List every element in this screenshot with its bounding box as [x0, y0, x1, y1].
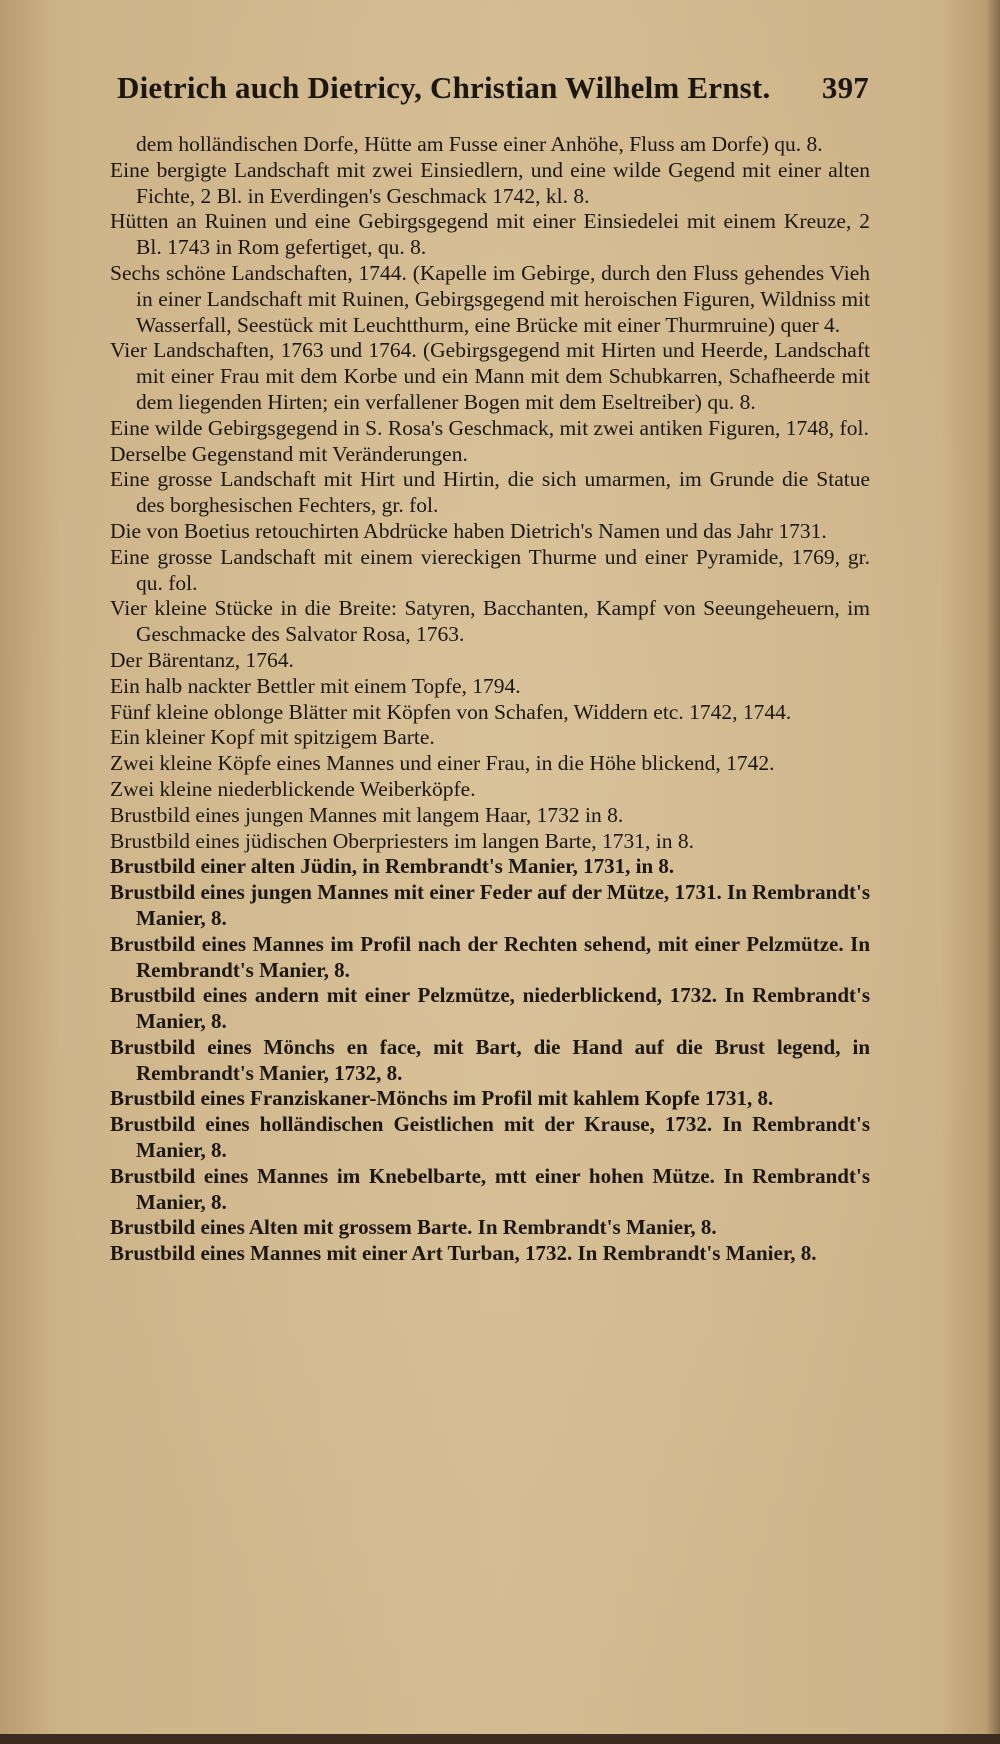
catalogue-entry: Ein halb nackter Bettler mit einem Topfe, 1794. — [110, 673, 521, 698]
catalogue-entry: Fünf kleine oblonge Blätter mit Köpfen von Schafen, Widdern etc. 1742, 1744. — [110, 699, 792, 724]
catalogue-entry: Brustbild eines Alten mit grossem Barte. In Rembrandt's Manier, 8. — [110, 1215, 717, 1240]
page-number: 397 — [821, 70, 869, 105]
catalogue-entry: Brustbild eines holländischen Geistlichen mit der Krause, 1732. In Rembrandt's Manier, 8. — [110, 1112, 870, 1163]
catalogue-entry: Ein kleiner Kopf mit spitzigem Barte. — [110, 725, 435, 750]
running-title: Dietrich auch Dietricy, Christian Wilhelm Ernst. — [117, 70, 771, 105]
catalogue-entry: Brustbild eines Mannes im Knebelbarte, mtt einer hohen Mütze. In Rembrandt's Manier, 8. — [110, 1163, 870, 1214]
catalogue-entry: Eine grosse Landschaft mit einem viereckigen Thurme und einer Pyramide, 1769, gr. qu. fol. — [110, 544, 870, 595]
catalogue-entry: Hütten an Ruinen und eine Gebirgsgegend mit einer Einsiedelei mit einem Kreuze, 2 Bl. 1743 in Rom gefertiget, qu. 8. — [110, 209, 870, 260]
catalogue-entry: dem holländischen Dorfe, Hütte am Fusse einer Anhöhe, Fluss am Dorfe) qu. 8. — [136, 132, 823, 156]
catalogue-entry: Eine bergigte Landschaft mit zwei Einsiedlern, und eine wilde Gegend mit einer alten Fichte, 2 Bl. in Everdingen's Geschmack 1742, kl. 8. — [110, 157, 870, 208]
catalogue-entry: Eine wilde Gebirgsgegend in S. Rosa's Geschmack, mit zwei antiken Figuren, 1748, fol. — [110, 415, 869, 440]
catalogue-entry: Sechs schöne Landschaften, 1744. (Kapelle im Gebirge, durch den Fluss gehendes Vieh in einer Landschaft mit Ruinen, Gebirgsgegend mit heroischen Figuren, Wildniss mit Wasserfall, Seestück mit Leuchtthurm, eine Brücke mit einer Thurmruine) quer 4. — [110, 260, 870, 337]
catalogue-entry: Brustbild eines Mannes im Profil nach der Rechten sehend, mit einer Pelzmütze. In Rembrandt's Manier, 8. — [110, 931, 870, 982]
catalogue-entry: Vier kleine Stücke in die Breite: Satyren, Bacchanten, Kampf von Seeungeheuern, im Geschmacke des Salvator Rosa, 1763. — [110, 596, 870, 647]
page-header — [117, 70, 869, 120]
catalogue-entry: Zwei kleine Köpfe eines Mannes und einer Frau, in die Höhe blickend, 1742. — [110, 751, 775, 776]
catalogue-entry: Brustbild eines Franziskaner-Mönchs im Profil mit kahlem Kopfe 1731, 8. — [110, 1086, 774, 1111]
catalogue-entry: Brustbild eines Mönchs en face, mit Bart, die Hand auf die Brust legend, in Rembrandt's Manier, 1732, 8. — [110, 1034, 870, 1085]
page-edge-shadow — [986, 0, 1000, 1744]
catalogue-entry: Brustbild einer alten Jüdin, in Rembrandt's Manier, 1731, in 8. — [110, 854, 675, 879]
catalogue-entry: Derselbe Gegenstand mit Veränderungen. — [110, 441, 468, 466]
catalogue-entry: Brustbild eines jungen Mannes mit langem Haar, 1732 in 8. — [110, 802, 624, 827]
catalogue-entry: Brustbild eines jüdischen Oberpriesters im langen Barte, 1731, in 8. — [110, 828, 694, 853]
catalogue-entries — [110, 132, 870, 1267]
catalogue-entry: Zwei kleine niederblickende Weiberköpfe. — [110, 776, 476, 801]
catalogue-entry: Brustbild eines Mannes mit einer Art Turban, 1732. In Rembrandt's Manier, 8. — [110, 1241, 817, 1266]
catalogue-entry: Eine grosse Landschaft mit Hirt und Hirtin, die sich umarmen, im Grunde die Statue des borghesischen Fechters, gr. fol. — [110, 467, 870, 518]
catalogue-entry: Der Bärentanz, 1764. — [110, 647, 294, 672]
catalogue-entry: Brustbild eines jungen Mannes mit einer Feder auf der Mütze, 1731. In Rembrandt's Manier, 8. — [110, 880, 870, 930]
catalogue-entry: Brustbild eines andern mit einer Pelzmütze, niederblickend, 1732. In Rembrandt's Manier, 8. — [110, 983, 870, 1034]
page-bottom-edge — [0, 1734, 1000, 1744]
catalogue-entry: Die von Boetius retouchirten Abdrücke haben Dietrich's Namen und das Jahr 1731. — [110, 518, 827, 543]
catalogue-entry: Vier Landschaften, 1763 und 1764. (Gebirgsgegend mit Hirten und Heerde, Landschaft mit einer Frau mit dem Korbe und ein Mann mit dem Schubkarren, Schafheerde mit dem liegenden Hirten; ein verfallener Bogen mit dem Eseltreiber) qu. 8. — [110, 338, 870, 414]
